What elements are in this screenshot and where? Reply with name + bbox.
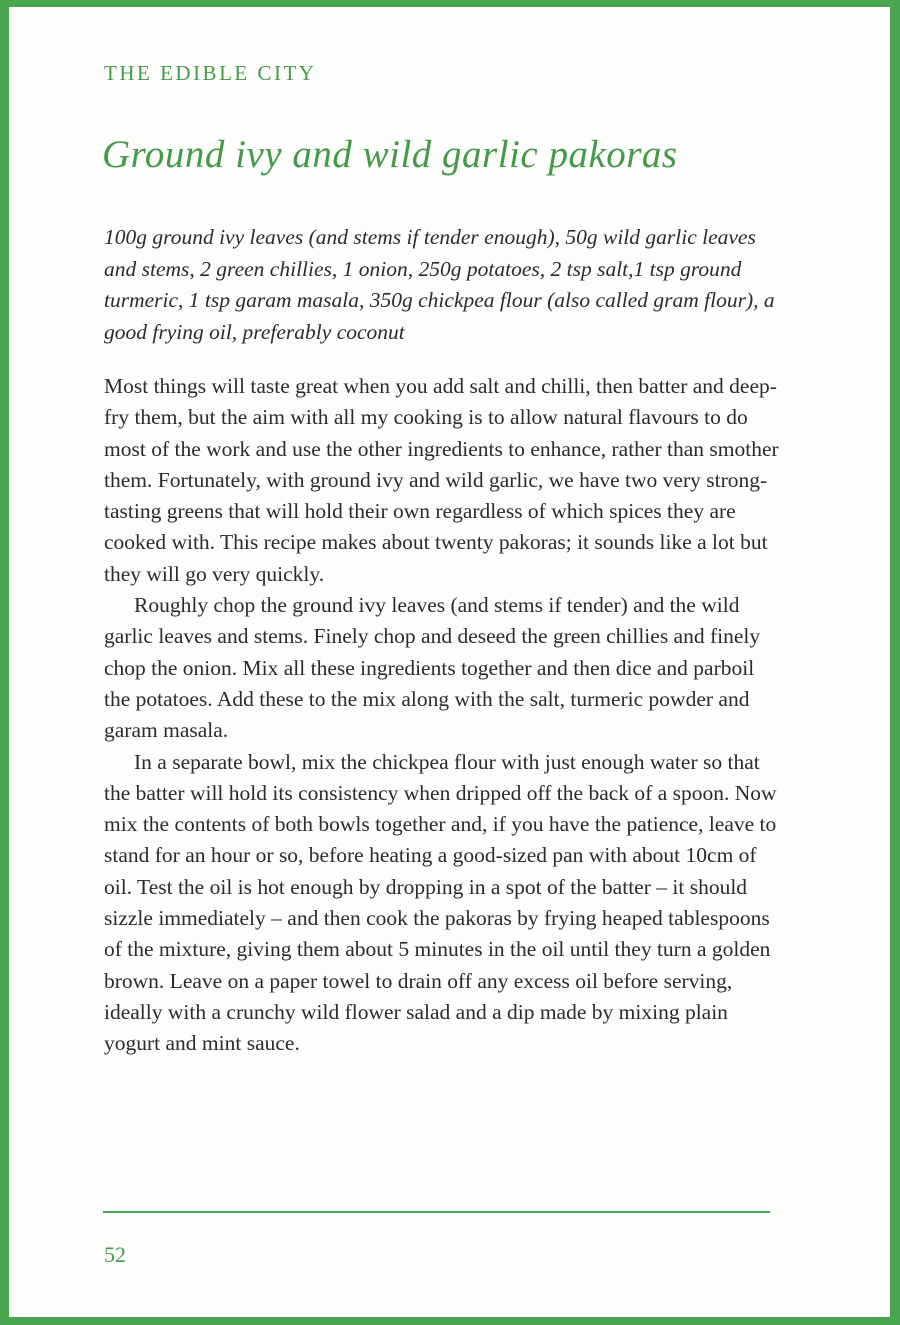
body-paragraph-1: Most things will taste great when you add salt and chilli, then batter and deep-fry them, but the aim with all my cooking is to allow natural flavours to do most of the work and use the other ingredients to enhance, rather than smother them. Fortunately, with ground ivy and wild garlic, we have two very strong-tasting greens that will hold their own regardless of which spices they are cooked with. This recipe makes about twenty pakoras; it sounds like a lot but they will go very quickly. — [104, 374, 779, 586]
body-paragraph-3: In a separate bowl, mix the chickpea flour with just enough water so that the batter will hold its consistency when dripped off the back of a spoon. Now mix the contents of both bowls together and, if you have the patience, leave to stand for an hour or so, before heating a good-sized pan with about 10cm of oil. Test the oil is hot enough by dropping in a spot of the batter – it should sizzle immediately – and then cook the pakoras by frying heaped tablespoons of the mixture, giving them about 5 minutes in the oil until they turn a golden brown. Leave on a paper towel to drain off any excess oil before serving, ideally with a crunchy wild flower salad and a dip made by mixing plain yogurt and mint sauce. — [104, 749, 777, 1056]
ingredients-paragraph: 100g ground ivy leaves (and stems if tender enough), 50g wild garlic leaves and stems, 2 green chillies, 1 onion, 250g potatoes, 2 tsp salt,1 tsp ground turmeric, 1 tsp garam masala, 350g chickpea flour (also called gram flour), a good frying oil, preferably coconut — [104, 225, 775, 344]
footer-rule — [103, 1211, 770, 1213]
page-number: 52 — [104, 1242, 126, 1267]
recipe-body — [104, 371, 782, 1060]
recipe-title: Ground ivy and wild garlic pakoras — [102, 133, 678, 176]
body-paragraph-2: Roughly chop the ground ivy leaves (and stems if tender) and the wild garlic leaves and stems. Finely chop and deseed the green chillies and finely chop the onion. Mix all these ingredients together and then dice and parboil the potatoes. Add these to the mix along with the salt, turmeric powder and garam masala. — [104, 593, 761, 743]
series-header: THE EDIBLE CITY — [104, 61, 317, 85]
